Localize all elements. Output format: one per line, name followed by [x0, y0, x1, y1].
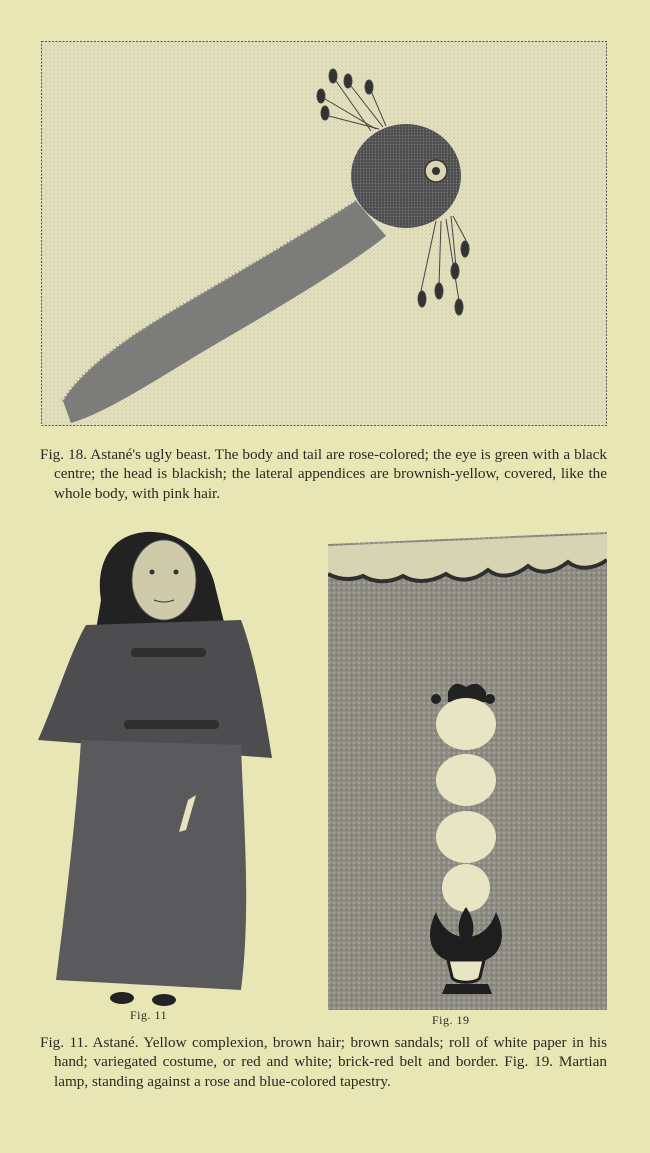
figure-19-illustration [328, 532, 607, 1010]
figure-18-illustration [41, 41, 607, 426]
figure-11-label: Fig. 11 [130, 1008, 168, 1022]
figure-11-illustration [36, 530, 276, 1010]
figure-18-caption-text: Fig. 18. Astané's ugly beast. The body and tail are rose-colored; the eye is green with a black centre; the head is blackish; the lateral appendices are brownish-yellow, covered, like the whole body, with pink hair. [40, 446, 607, 502]
figure-19-label: Fig. 19 [432, 1013, 470, 1027]
bottom-caption-text: Fig. 11. Astané. Yellow complexion, brown hair; brown sandals; roll of white paper in his hand; variegated costume, or red and white; brick-red belt and border. Fig. 19. Martian lamp, standing against a rose and blue-colored tapestry. [40, 1034, 607, 1090]
bottom-caption [40, 1033, 607, 1091]
figure-18-caption [40, 445, 607, 503]
